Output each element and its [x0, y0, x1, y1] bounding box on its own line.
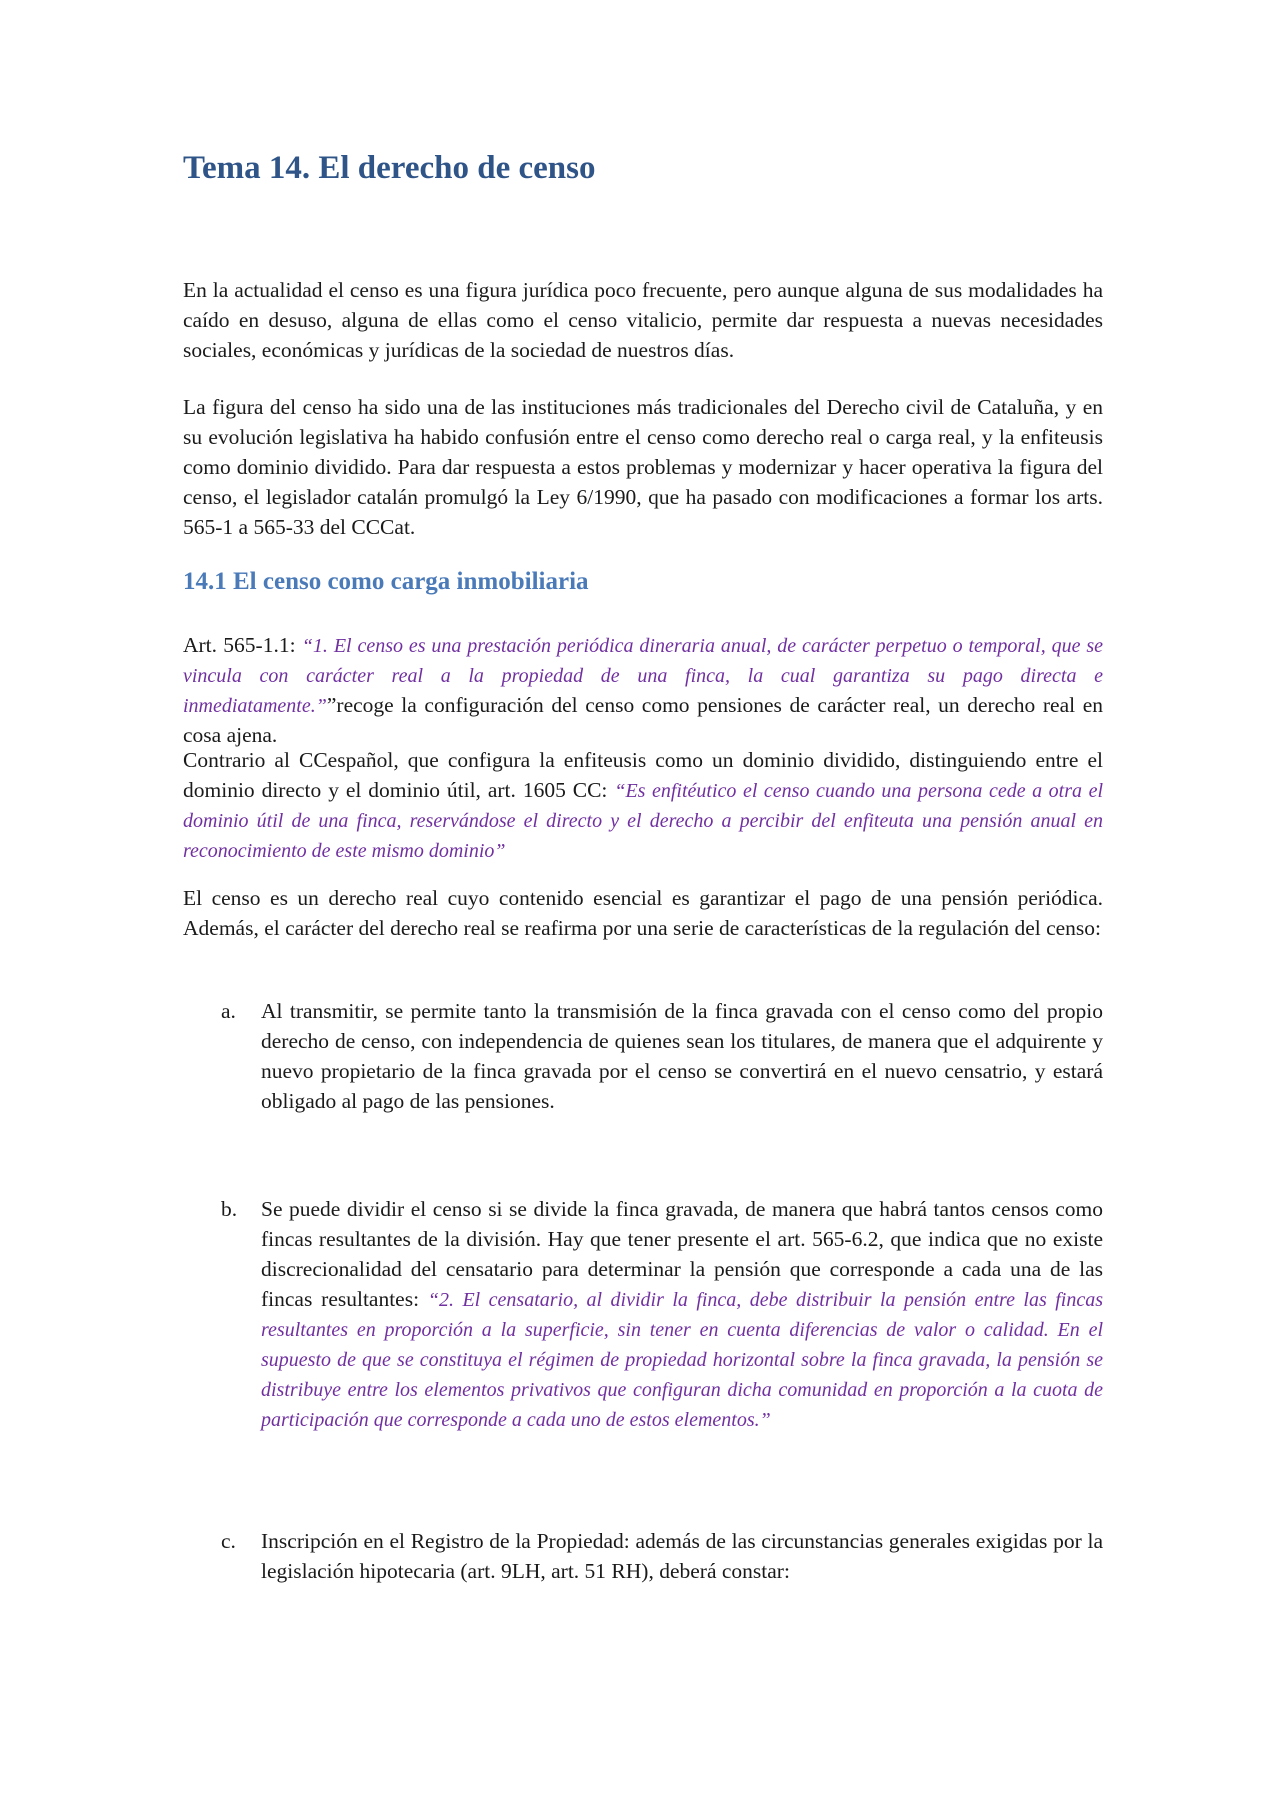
list-marker: b.: [221, 1197, 238, 1221]
intro-paragraph-2: La figura del censo ha sido una de las instituciones más tradicionales del Derecho civil de Cataluña, y en su evolución legislativa ha habido confusión entre el censo como derecho real o carga real, y la enfiteusis como dominio dividido. Para dar respuesta a estos problemas y modernizar y hacer operativa la figura del censo, el legislador catalán promulgó la Ley 6/1990, que ha pasado con modificaciones a formar los arts. 565-1 a 565-33 del CCCat.: [183, 395, 1103, 539]
intro-paragraph-1: En la actualidad el censo es una figura jurídica poco frecuente, pero aunque alguna de sus modalidades ha caído en desuso, alguna de ellas como el censo vitalicio, permite dar respuesta a nuevas necesidades sociales, económicas y jurídicas de la sociedad de nuestros días.: [183, 278, 1103, 362]
list-item-text: Al transmitir, se permite tanto la transmisión de la finca gravada con el censo como del propio derecho de censo, con independencia de quienes sean los titulares, de manera que el adquirente y nuevo propietario de la finca gravada por el censo se convertirá en el nuevo censatrio, y estará obligado al pago de las pensiones.: [261, 999, 1103, 1113]
list-item-text: Inscripción en el Registro de la Propiedad: además de las circunstancias generales exigidas por la legislación hipotecaria (art. 9LH, art. 51 RH), deberá constar:: [261, 1529, 1103, 1583]
page-title: Tema 14. El derecho de censo: [183, 150, 596, 186]
list-item-body: Se puede dividir el censo si se divide la finca gravada, de manera que habrá tantos censos como fincas resultantes de la división. Hay que tener presente el art. 565-6.2, que indica que no existe discrecionalidad del censatario para determinar la pensión que corresponde a cada una de las fincas resultantes:: [261, 1197, 1103, 1311]
list-marker: c.: [221, 1529, 236, 1553]
article-quote: “1. El censo es una prestación periódica dineraria anual, de carácter perpetuo o temporal, que se vincula con carácter real a la propiedad de una finca, la cual garantiza su pago directa e inmediatamente.”: [183, 635, 1104, 717]
article-565-6-quote: “2. El censatario, al dividir la finca, debe distribuir la pensión entre las fincas resultantes en proporción a la superficie, sin tener en cuenta diferencias de valor o calidad. En el supuesto de que se constituya el régimen de propiedad horizontal sobre la finca gravada, la pensión se distribuye entre los elementos privativos que configuran dicha comunidad en proporción a la cuota de participación que corresponde a cada uno de estos elementos.”: [261, 1289, 1103, 1431]
contrario-paragraph: [183, 745, 1103, 865]
contrario-prefix: Contrario al CCespañol, que configura la enfiteusis como un dominio dividido, distinguiendo entre el dominio directo y el dominio útil, art. 1605 CC:: [183, 748, 1103, 802]
article-565-1-paragraph: [183, 630, 1103, 750]
contrario-quote: “Es enfitéutico el censo cuando una persona cede a otra el dominio útil de una finca, reservándose el directo y el derecho a percibir del enfiteuta una pensión anual en reconocimiento de este mismo dominio”: [183, 780, 1103, 862]
list-marker: a.: [221, 999, 236, 1023]
article-suffix: ”recoge la configuración del censo como pensiones de carácter real, un derecho real en cosa ajena.: [183, 693, 1103, 747]
article-prefix: Art. 565-1.1:: [183, 633, 302, 657]
list-item-text: [261, 1194, 1103, 1434]
derecho-real-paragraph: El censo es un derecho real cuyo contenido esencial es garantizar el pago de una pensión periódica. Además, el carácter del derecho real se reafirma por una serie de características de la regulación del censo:: [183, 886, 1103, 940]
section-heading: 14.1 El censo como carga inmobiliaria: [183, 568, 589, 595]
